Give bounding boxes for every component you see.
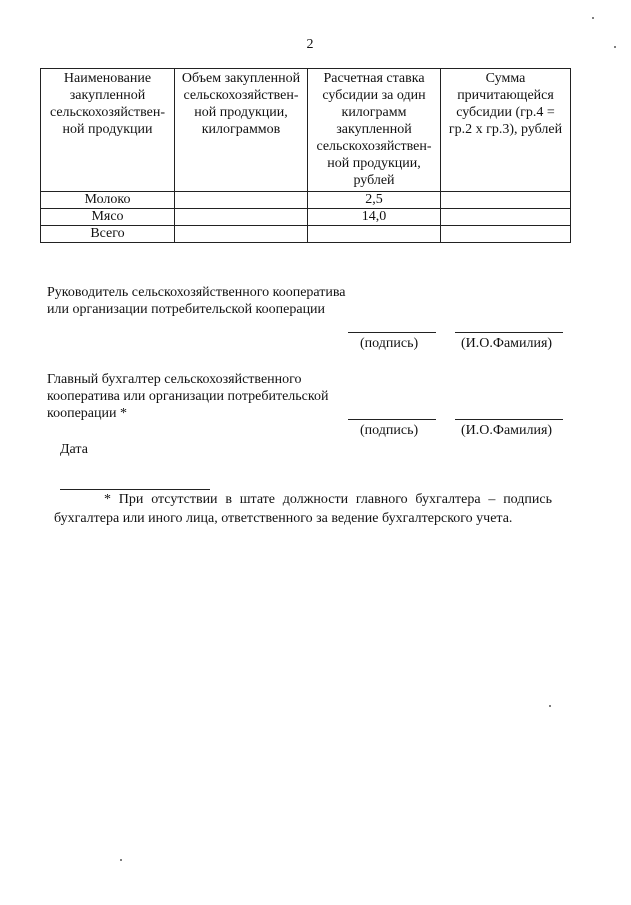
signature-block-head [47, 284, 587, 318]
name-caption: (И.О.Фамилия) [461, 336, 553, 351]
date-label: Дата [60, 442, 88, 457]
cell-rate [308, 226, 441, 243]
header-product-name: Наименование закупленной сельскохозяйствен-ной продукции [41, 69, 175, 192]
scan-speck [120, 859, 122, 861]
cell-rate: 2,5 [308, 192, 441, 209]
signature-line [348, 332, 436, 333]
name-caption: (И.О.Фамилия) [461, 423, 553, 438]
table-row-total [41, 226, 571, 243]
signer-title: Руководитель сельскохозяйственного кооператива или организации потребительской кооперации [47, 285, 346, 317]
name-line [455, 419, 563, 420]
page-number: 2 [306, 37, 314, 52]
header-amount: Сумма причитающейся субсидии (гр.4 = гр.2 х гр.3), рублей [441, 69, 571, 192]
scan-speck [549, 705, 551, 707]
signature-block-accountant [47, 371, 587, 422]
name-line [455, 332, 563, 333]
cell-volume [175, 192, 308, 209]
table-header-row [41, 69, 571, 192]
signature-line [348, 419, 436, 420]
subsidy-calculation-table [40, 68, 571, 243]
cell-product: Молоко [41, 192, 175, 209]
signature-caption: (подпись) [360, 336, 419, 351]
cell-amount [441, 226, 571, 243]
table-row [41, 192, 571, 209]
cell-product: Всего [41, 226, 175, 243]
footnote: * При отсутствии в штате должности главного бухгалтера – подпись бухгалтера или иного лица, ответственного за ведение бухгалтерского учета. [54, 492, 552, 526]
header-volume: Объем закупленной сельскохозяйствен-ной продукции, килограммов [175, 69, 308, 192]
cell-volume [175, 209, 308, 226]
table-row [41, 209, 571, 226]
header-rate: Расчетная ставка субсидии за один килограмм закупленной сельскохозяйствен-ной продукции, рублей [308, 69, 441, 192]
cell-product: Мясо [41, 209, 175, 226]
cell-volume [175, 226, 308, 243]
cell-amount [441, 192, 571, 209]
scan-speck [592, 17, 594, 19]
scan-speck [614, 46, 616, 48]
cell-amount [441, 209, 571, 226]
signer-title: Главный бухгалтер сельскохозяйственного кооператива или организации потребительской кооперации * [47, 372, 329, 421]
signature-caption: (подпись) [360, 423, 419, 438]
cell-rate: 14,0 [308, 209, 441, 226]
